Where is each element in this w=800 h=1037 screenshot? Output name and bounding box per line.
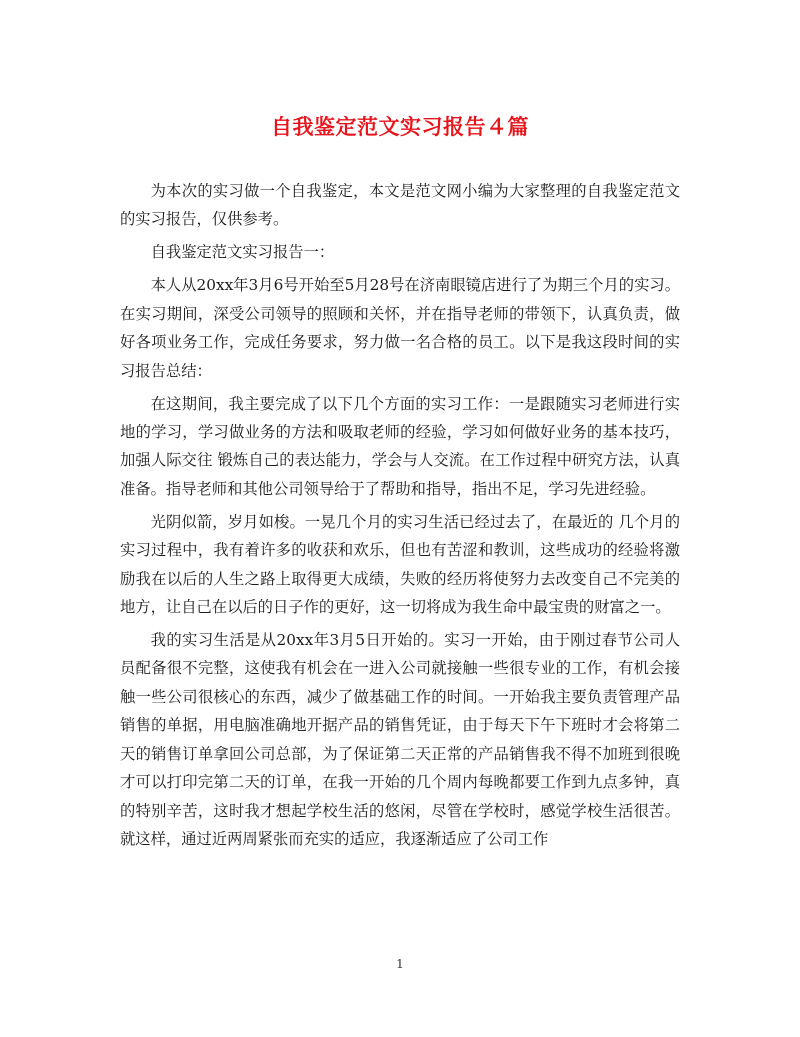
paragraph-2: 在这期间，我主要完成了以下几个方面的实习工作：一是跟随实习老师进行实地的学习，学习做业务的方法和吸取老师的经验，学习如何做好业务的基本技巧，加强人际交往 锻炼自己的表达能力，学会与人交流。在工作过程中研究方法，认真准备。指导老师和其他公司领导给于了帮助和指导，指出不足，学习先进经验。: [120, 394, 680, 498]
page-number: 1: [396, 957, 404, 971]
paragraph-1: 本人从20xx年3月6号开始至5月28号在济南眼镜店进行了为期三个月的实习。在实习期间，深受公司领导的照顾和关怀，并在指导老师的带领下，认真负责，做好各项业务工作，完成任务要求，努力做一名合格的员工。以下是我这段时间的实习报告总结：: [120, 276, 680, 380]
paragraph-4: 我的实习生活是从20xx年3月5日开始的。实习一开始，由于刚过春节公司人员配备很不完整，这使我有机会在一进入公司就接触一些很专业的工作，有机会接触一些公司很核心的东西，减少了做基础工作的时间。一开始我主要负责管理产品销售的单据，用电脑准确地开据产品的销售凭证，由于每天下午下班时才会将第二天的销售订单拿回公司总部，为了保证第二天正常的产品销售我不得不加班到很晚才可以打印完第二天的订单，在我一开始的几个周内每晚都要工作到九点多钟，真的特别辛苦，这时我才想起学校生活的悠闲，尽管在学校时，感觉学校生活很苦。就这样，通过近两周紧张而充实的适应，我逐渐适应了公司工作: [120, 631, 680, 848]
paragraph-intro: 为本次的实习做一个自我鉴定，本文是范文网小编为大家整理的自我鉴定范文的实习报告，仅供参考。: [120, 182, 680, 229]
paragraph-3: 光阴似箭，岁月如梭。一晃几个月的实习生活已经过去了，在最近的 几个月的实习过程中，我有着许多的收获和欢乐，但也有苦涩和教训，这些成功的经验将激励我在以后的人生之路上取得更大成绩，失败的经历将使努力去改变自己不完美的地方，让自己在以后的日子作的更好，这一切将成为我生命中最宝贵的财富之一。: [120, 512, 680, 617]
document-title: 自我鉴定范文实习报告４篇: [271, 114, 529, 139]
document-body: [120, 177, 680, 858]
paragraph-section-heading: 自我鉴定范文实习报告一：: [150, 243, 335, 262]
